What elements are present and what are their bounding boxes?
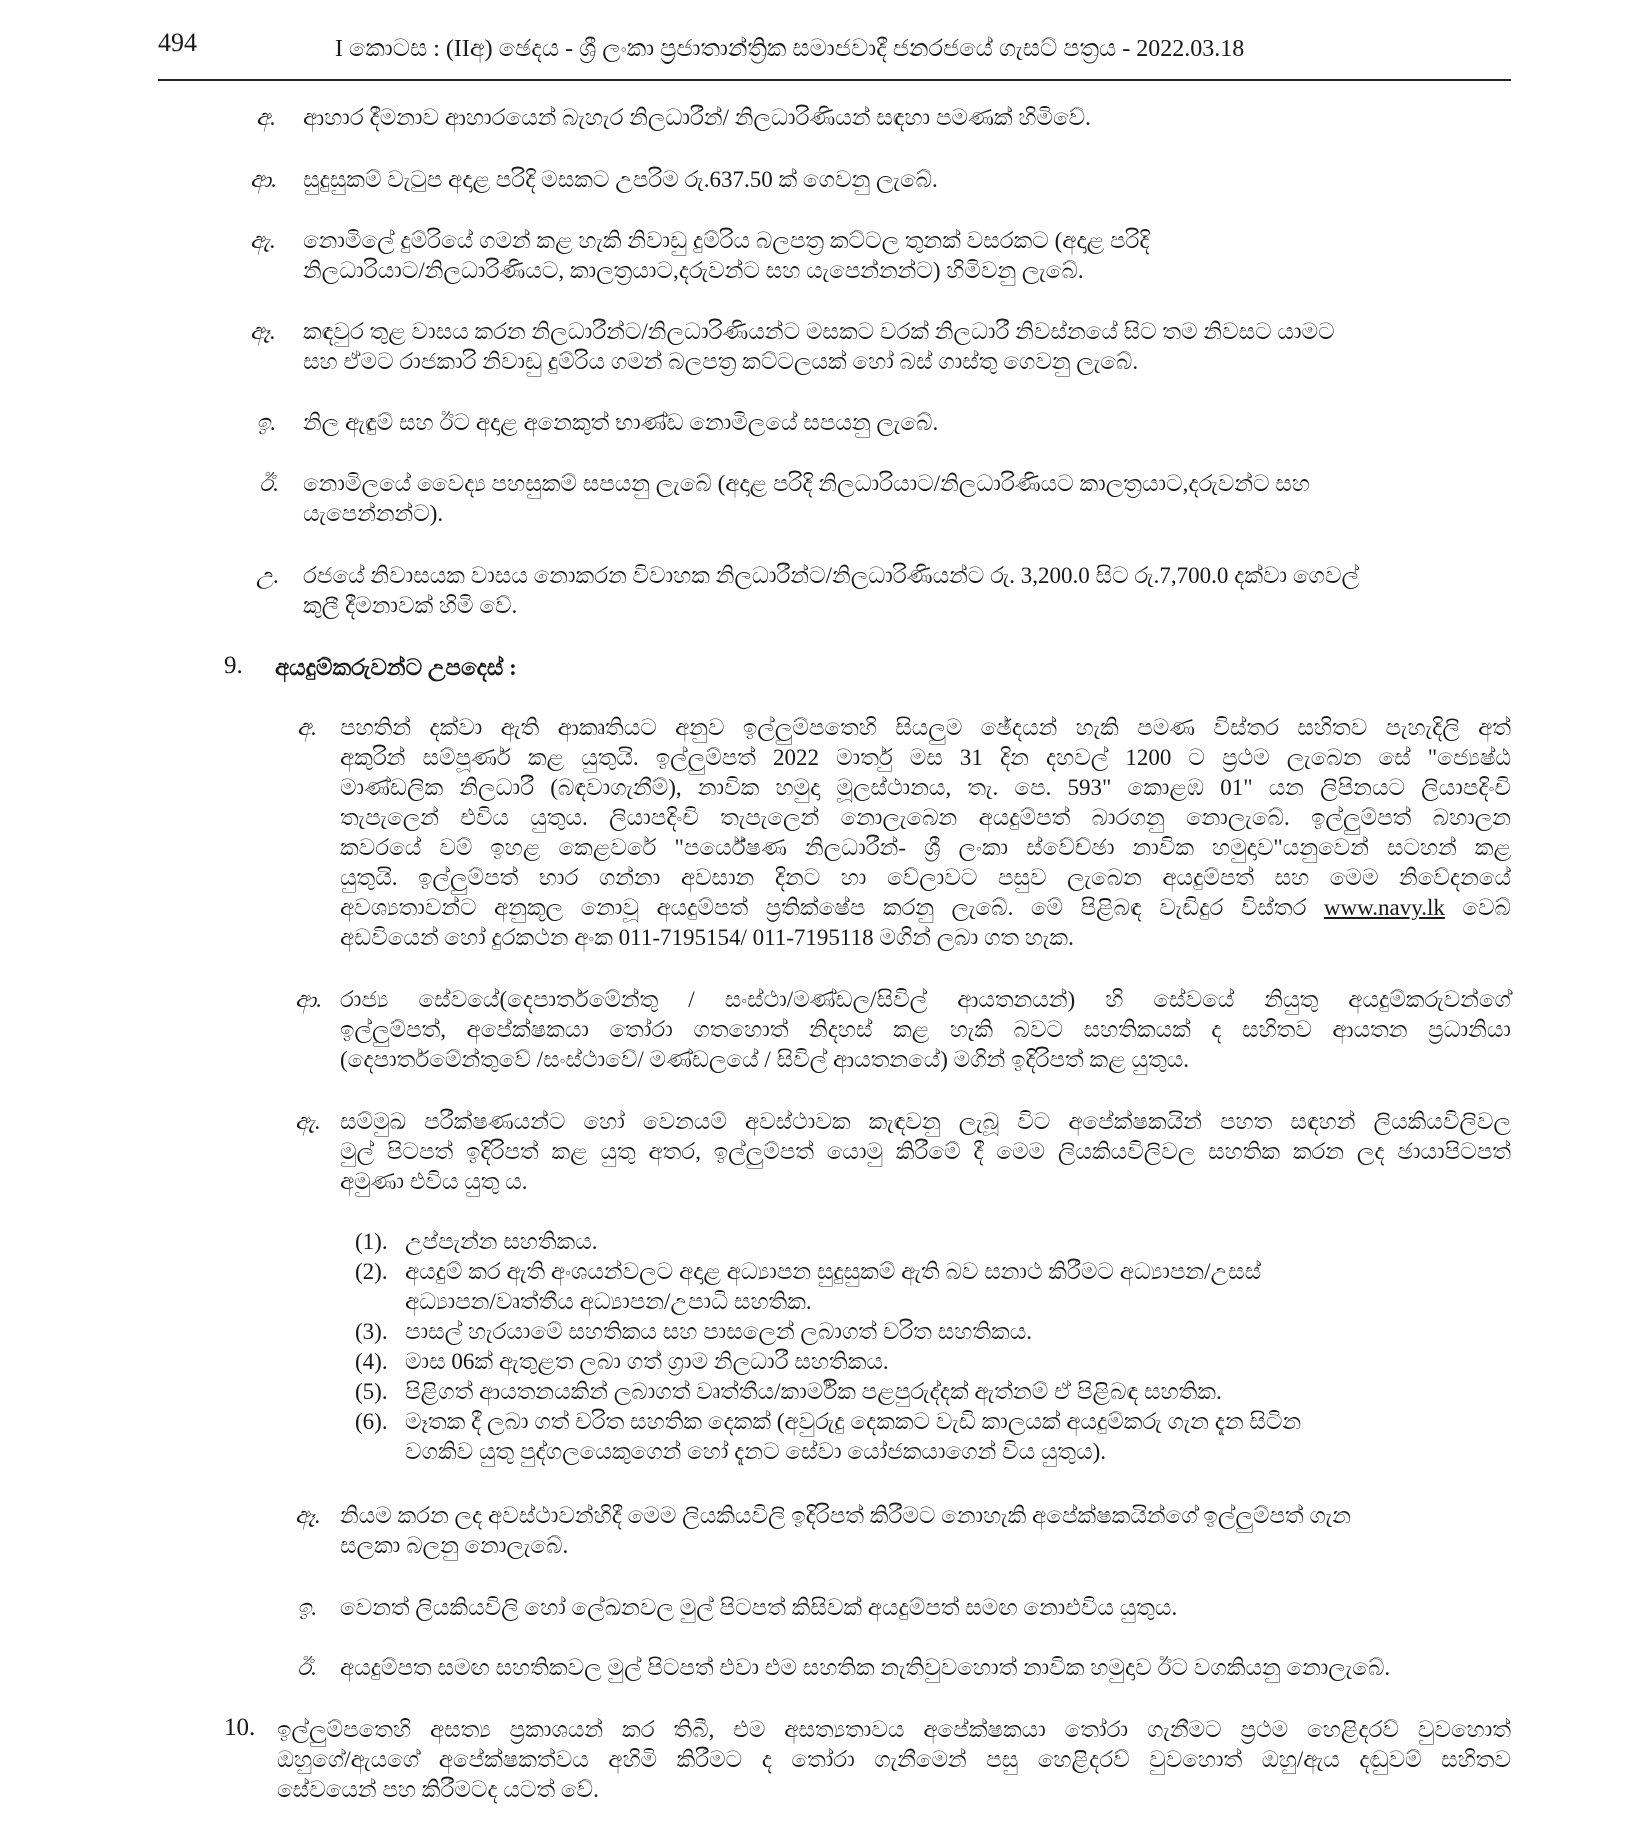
list-item-line: නොමිලයේ වෛද්‍ය පහසුකම් සපයනු ලැබේ (අදාළ පරිදි නිලධාරියාට/නිලධාරිණියට කාලත්‍රයාට,දරුවන්ට සහ [303,471,1310,496]
paragraph-text: අවශ්‍යතාවන්ට අනුකූල නොවූ අයදුම්පත් ප්‍රතික්ෂේප කරනු ලැබේ. මේ පිළිබඳ වැඩිදුර විස්තර [340,895,1324,920]
list-marker: ඇ. [295,1109,321,1134]
document-item: පාසල් හැරයාමේ සහතිකය සහ පාසලෙන් ලබාගත් චරිත සහතිකය. [405,1319,1032,1344]
header-rule [158,79,1511,81]
paragraph-line: පහතින් දක්වා ඇති ආකෘතියට අනුව ඉල්ලුම්පතෙහි සියලුම ඡේදයන් හැකි පමණ විස්තර සහිතව පැහැදිලි අත් [340,715,1511,740]
paragraph-line: අමුණා එවිය යුතු ය. [340,1169,528,1194]
list-marker: අ. [256,105,276,130]
paragraph-line: යුතුයි. ඉල්ලුම්පත් භාර ගන්නා අවසාන දිනට හා වේලාවට පසුව ලැබෙන අයදුම්පත් සහ මෙම නිවේදනයේ [340,865,1511,890]
paragraph-line: ඔහුගේ/ඇයගේ අපේක්ෂකත්වය අහිමි කිරීමට ද තෝරා ගැනීමෙන් පසු හෙළිදරව් වුවහොත් ඔහු/ඇය දඬුවම් සහිතව [277,1747,1511,1772]
paragraph-line: (දෙපාර්තමේන්තුවේ /සංස්ථාවේ/ මණ්ඩලයේ / සිවිල් ආයතනයේ) මගින් ඉදිරිපත් කළ යුතුය. [340,1047,1190,1072]
list-marker: ඈ. [295,1503,321,1528]
paragraph-line: ඉල්ලුම්පතෙහි අසත්‍ය ප්‍රකාශයන් කර තිබී, එම අසත්‍යතාවය අපේක්ෂකයා තෝරා ගැනීමට ප්‍රථම හෙළිදරව් වුවහොත් [277,1717,1511,1742]
document-item: වගකිව යුතු පුද්ගලයෙකුගෙන් හෝ දැනට සේවා යෝජකයාගෙන් විය යුතුය). [405,1439,1107,1464]
paragraph-line: සම්මුඛ පරීක්ෂණයන්ට හෝ වෙනයම් අවස්ථාවක කැඳවනු ලැබූ විට අපේක්ෂකයින් පහත සඳහන් ලියකියවිලිවල [340,1109,1511,1134]
document-item: අයදුම් කර ඇති අංශයන්වලට අදාළ අධ්‍යාපන සුදුසුකම් ඇති බව සනාථ කිරීමට අධ්‍යාපන/උසස් [405,1259,1262,1284]
paragraph-line [340,893,1511,923]
paragraph-line: ඉල්ලුම්පත්, අපේක්ෂකයා තෝරා ගතහොත් නිදහස් කළ හැකි බවට සහතිකයක් ද සහිතව ආයතන ප්‍රධානියා [340,1017,1511,1042]
document-item: උප්පැන්න සහතිකය. [405,1229,598,1254]
list-item-line: සුදුසුකම් වැටුප අදාළ පරිදි මසකට උපරිම රු.637.50 ක් ගෙවනු ලැබේ. [303,167,938,192]
list-marker: ඉ. [297,1595,318,1620]
list-item-line: නිලධාරියාට/නිලධාරිණියට, කාලත්‍රයාට,දරුවන්ට සහ යැපෙන්නන්ට) හිමිවනු ලැබේ. [303,258,1084,283]
list-marker: ඊ. [259,471,279,496]
list-marker: ඇ. [250,228,276,253]
document-item: පිළිගත් ආයතනයකින් ලබාගත් වෘත්තීය/කාර්මික පළපුරුද්දක් ඇත්නම් ඒ පිළිබඳ සහතික. [405,1379,1222,1404]
paragraph-line: සලකා බලනු නොලැබේ. [340,1533,569,1558]
section-number: 10. [224,1714,256,1741]
paragraph-line: මුල් පිටපත් ඉදිරිපත් කළ යුතු අතර, ඉල්ලුම්පත් යොමු කිරීමේ දී මෙම ලියකියවිලිවල සහතික කරන ලද ඡායාපිටපත් [340,1139,1511,1164]
document-item: මාස 06ක් ඇතුළත ලබා ගත් ග්‍රාම නිලධාරී සහතිකය. [405,1349,889,1374]
website-link[interactable]: www.navy.lk [1323,895,1445,920]
paragraph-line: සේවයෙන් පහ කිරීමටද යටත් වේ. [277,1777,599,1802]
list-item-line: යැපෙන්නන්ට). [303,501,444,526]
list-item-line: කඳවුර තුළ වාසය කරන නිලධාරීන්ට/නිලධාරිණියන්ට මසකට වරක් නිලධාරී නිවස්නයේ සිට තම නිවසට යාමට [303,319,1335,344]
paragraph-text: වෙබ් [1444,895,1511,920]
paragraph-line: රාජ්‍ය සේවයේ(දෙපාර්තමේන්තු / සංස්ථා/මණ්ඩල/සිවිල් ආයතනයන්) හි සේවයේ නියුතු අයදුම්කරුවන්ගේ [340,987,1511,1012]
paragraph-line: තැපැලෙන් එවිය යුතුය. ලියාපදිංචි තැපැලෙන් නොලැබෙන අයදුම්පත් බාරගනු නොලැබේ. ඉල්ලුම්පත් බහාලන [340,805,1511,830]
paragraph-line: අඩවියෙන් හෝ දුරකථන අංක 011-7195154/ 011-7195118 මගින් ලබා ගත හැක. [340,925,1074,950]
list-item-line: කුලී දීමනාවක් හිමි වේ. [303,593,518,618]
list-item-line: නිල ඇඳුම් සහ ඊට අදාළ අනෙකුත් භාණ්ඩ නොමිලයේ සපයනු ලැබේ. [303,410,939,435]
document-item: මෑතක දී ලබා ගත් චරිත සහතික දෙකක් (අවුරුදු දෙකකට වැඩි කාලයක් අයදුම්කරු ගැන දැන සිටින [405,1409,1302,1434]
list-item-line: රජයේ නිවාසයක වාසය නොකරන විවාහක නිලධාරීන්ට/නිලධාරිණියන්ට රු. 3,200.0 සිට රු.7,700.0 දක්වා ගෙවල් [303,563,1360,588]
paragraph-line: වෙනත් ලියකියවිලි හෝ ලේඛනවල මුල් පිටපත් කිසිවක් අයදුම්පත් සමඟ නොඑවිය යුතුය. [340,1595,1178,1620]
document-number: (5). [355,1379,388,1404]
list-item-line: සහ ඒමට රාජකාරි නිවාඩු දුම්රිය ගමන් බලපත්‍ර කට්ටලයක් හෝ බස් ගාස්තු ගෙවනු ලැබේ. [303,349,1139,374]
list-marker: ආ. [250,167,277,192]
document-number: (4). [355,1349,388,1374]
paragraph-line: මාණ්ඩලික නිලධාරී (බඳවාගැනීම්), නාවික හමුදා මූලස්ථානය, තැ. පෙ. 593" කොළඹ 01" යන ලිපිනයට ලියාපදිංචි [340,775,1511,800]
paragraph-line: නියම කරන ලද අවස්ථාවන්හිදී මෙම ලියකියවිලි ඉදිරිපත් කිරීමට නොහැකි අපේක්ෂකයින්ගේ ඉල්ලුම්පත් ගැන [340,1503,1351,1528]
paragraph-line: අයදුම්පත සමඟ සහතිකවල මුල් පිටපත් එවා එම සහතික නැතිවුවහොත් නාවික හමුදාව ඊට වගකියනු නොලැබේ. [340,1655,1391,1680]
list-marker: ඉ. [256,410,277,435]
section-number: 9. [224,652,243,679]
list-marker: ඈ. [250,319,276,344]
paragraph-line: කවරයේ වම් ඉහළ කෙළවරේ "පර්යේෂණ නිලධාරීන්- ශ්‍රී ලංකා ස්වේච්ඡා නාවික හමුදාව"යනුවෙන් සටහන් කළ [340,835,1511,860]
list-item-line: ආහාර දීමනාව ආහාරයෙන් බැහැර නිලධාරීන්/ නිලධාරිණියන් සඳහා පමණක් හිමිවේ. [303,105,1091,130]
document-number: (2). [355,1259,388,1284]
list-marker: ඊ. [297,1655,317,1680]
page-number: 494 [158,28,197,57]
document-item: අධ්‍යාපන/වෘත්තීය අධ්‍යාපන/උපාධි සහතික. [405,1289,812,1314]
list-marker: උ. [256,563,280,588]
list-marker: ආ. [295,987,322,1012]
document-number: (6). [355,1409,388,1434]
document-number: (1). [355,1229,388,1254]
running-header: I කොටස : (IIඅ) ඡෙදය - ශ්‍රී ලංකා ප්‍රජාතාන්ත්‍රික සමාජවාදී ජනරජයේ ගැසට් පත්‍රය - 2022.03.18 [335,36,1245,62]
list-item-line: නොමිලේ දුම්රියේ ගමන් කළ හැකි නිවාඩු දුම්රිය බලපත්‍ර කට්ටල තුනක් වසරකට (අදාළ පරිදි [303,228,1150,253]
paragraph-line: අකුරින් සම්පූර්ණ කළ යුතුයි. ඉල්ලුම්පත් 2022 මාර්තු මස 31 දින දහවල් 1200 ට ප්‍රථම ලැබෙන සේ "ජ්‍යෙෂ්ඨ [340,745,1511,770]
section-heading: අයදුම්කරුවන්ට උපදෙස් : [275,655,517,680]
document-number: (3). [355,1319,388,1344]
list-marker: අ. [297,715,317,740]
